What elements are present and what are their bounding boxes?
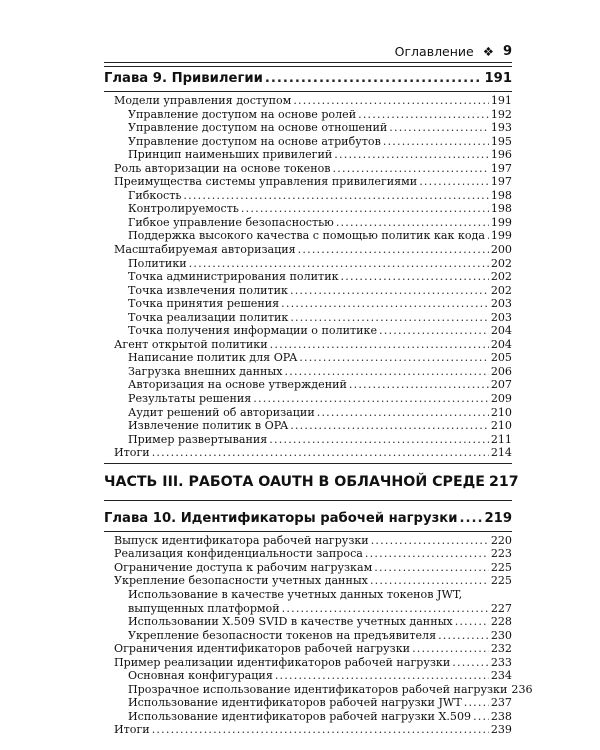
entry-page: 204 xyxy=(490,324,512,338)
entry-title: Основная конфигурация xyxy=(128,669,273,683)
entry-page: 210 xyxy=(490,405,512,419)
toc-entry[interactable] xyxy=(104,324,512,338)
entry-page: 191 xyxy=(490,94,512,107)
toc-entry[interactable] xyxy=(104,162,512,176)
toc-entry[interactable] xyxy=(104,338,512,352)
toc-entry[interactable] xyxy=(104,446,512,460)
entry-title: Прозрачное использование идентификаторов рабочей нагрузки xyxy=(128,682,508,696)
entry-page: 202 xyxy=(490,283,512,297)
entry-page: 210 xyxy=(490,419,512,433)
leader-dots xyxy=(275,669,489,683)
entry-title: Политики xyxy=(128,256,187,270)
toc-entry[interactable] xyxy=(104,629,512,643)
toc-entry[interactable] xyxy=(104,121,512,135)
chapter-page: 219 xyxy=(484,510,512,526)
leader-dots xyxy=(241,202,489,216)
leader-dots xyxy=(459,509,482,529)
toc-entry[interactable] xyxy=(104,574,512,588)
entry-title: Агент открытой политики xyxy=(114,337,268,351)
leader-dots xyxy=(334,148,489,162)
toc-entry[interactable] xyxy=(104,710,512,724)
entry-title: Аудит решений об авторизации xyxy=(128,405,315,419)
entry-page: 233 xyxy=(490,655,512,669)
entry-title: Написание политик для OPA xyxy=(128,351,298,365)
entry-page: 220 xyxy=(490,533,512,547)
entry-page: 230 xyxy=(490,628,512,642)
toc-entry[interactable] xyxy=(104,392,512,406)
part-3-heading[interactable] xyxy=(104,470,519,494)
entry-title: Масштабируемая авторизация xyxy=(114,243,296,257)
toc-entry-jwt-line2[interactable] xyxy=(104,602,512,616)
running-header xyxy=(104,40,512,62)
leader-dots xyxy=(464,696,489,710)
toc-entry[interactable] xyxy=(104,365,512,379)
entry-page: 207 xyxy=(490,378,512,392)
leader-dots xyxy=(374,561,489,575)
chapter-10-heading[interactable] xyxy=(104,509,512,529)
entry-page: 197 xyxy=(490,175,512,189)
entry-title: Итоги xyxy=(114,446,150,460)
entry-title: Поддержка высокого качества с помощью политик как кода xyxy=(128,229,485,243)
entry-title: Преимущества системы управления привилегиями xyxy=(114,175,418,189)
leader-dots xyxy=(299,351,489,365)
leader-dots xyxy=(270,338,489,352)
header-section-title: Оглавление xyxy=(394,43,474,59)
toc-entry[interactable] xyxy=(104,419,512,433)
entry-page: 223 xyxy=(490,547,512,561)
toc-entry[interactable] xyxy=(104,642,512,656)
chapter-title: Глава 9. Привилегии xyxy=(104,71,263,86)
entry-page: 232 xyxy=(490,642,512,656)
entry-title: Контролируемость xyxy=(128,202,239,216)
entry-title: Точка реализации политик xyxy=(128,310,289,324)
entry-title: Использование в качестве учетных данных токенов JWT, xyxy=(128,587,463,601)
entry-page: 204 xyxy=(490,337,512,351)
toc-entry[interactable] xyxy=(104,723,512,737)
toc-entry[interactable] xyxy=(104,243,512,257)
leader-dots xyxy=(438,629,489,643)
entry-page: 192 xyxy=(490,107,512,121)
leader-dots xyxy=(290,311,489,325)
toc-entry[interactable] xyxy=(104,311,512,325)
entry-title: Пример реализации идентификаторов рабочей нагрузки xyxy=(114,655,451,669)
leader-dots xyxy=(285,365,489,379)
leader-dots xyxy=(336,216,489,230)
leader-dots xyxy=(269,433,489,447)
toc-entry[interactable] xyxy=(104,297,512,311)
entry-title: Точка принятия решения xyxy=(128,297,280,311)
entry-page: 195 xyxy=(490,134,512,148)
leader-dots xyxy=(370,574,489,588)
entry-page: 203 xyxy=(490,297,512,311)
entry-page: 193 xyxy=(490,121,512,135)
entry-page: 214 xyxy=(490,446,512,460)
entry-page: 202 xyxy=(490,270,512,284)
divider xyxy=(104,500,512,501)
entry-title: Загрузка внешних данных xyxy=(128,364,283,378)
toc-entry[interactable] xyxy=(104,284,512,298)
entry-title: Управление доступом на основе ролей xyxy=(128,107,357,121)
entry-page: 200 xyxy=(490,243,512,257)
entry-page: 199 xyxy=(490,215,512,229)
entry-title: Использовании X.509 SVID в качестве учетных данных xyxy=(128,615,453,629)
divider xyxy=(104,91,512,92)
leader-dots xyxy=(253,392,489,406)
toc-entry[interactable] xyxy=(104,656,512,670)
toc-entry-jwt-line1[interactable] xyxy=(104,588,512,602)
entry-title: Извлечение политик в OPA xyxy=(128,419,289,433)
leader-dots xyxy=(341,270,489,284)
entry-page: 198 xyxy=(490,202,512,216)
entry-title: Управление доступом на основе атрибутов xyxy=(128,134,381,148)
entry-title: Точка получения информации о политике xyxy=(128,324,378,338)
entry-title: Итоги xyxy=(114,723,150,737)
chapter-10-entries-b xyxy=(104,615,533,737)
leader-dots xyxy=(152,723,489,737)
header-page-number: 9 xyxy=(502,43,512,59)
entry-page: 199 xyxy=(490,229,512,243)
leader-dots xyxy=(383,135,489,149)
leader-dots xyxy=(293,94,489,108)
entry-title: Модели управления доступом xyxy=(114,94,292,107)
entry-title: Точка извлечения политик xyxy=(128,283,288,297)
divider xyxy=(104,531,512,532)
toc-entry[interactable] xyxy=(104,257,512,271)
toc-entry[interactable] xyxy=(104,189,512,203)
toc-entry[interactable] xyxy=(104,351,512,365)
toc-entry[interactable] xyxy=(104,216,512,230)
entry-title: выпущенных платформой xyxy=(128,601,280,615)
header-diamond-icon: ❖ xyxy=(482,43,494,59)
leader-dots xyxy=(281,297,489,311)
leader-dots xyxy=(290,284,489,298)
header-rule xyxy=(104,62,512,63)
table-of-contents xyxy=(104,66,533,737)
leader-dots xyxy=(298,243,489,257)
leader-dots xyxy=(389,121,489,135)
leader-dots xyxy=(317,406,489,420)
entry-title: Точка администрирования политик xyxy=(128,270,339,284)
entry-page: 209 xyxy=(490,392,512,406)
entry-page: 227 xyxy=(490,601,512,615)
leader-dots xyxy=(333,162,489,176)
entry-title: Результаты решения xyxy=(128,392,252,406)
entry-page: 228 xyxy=(490,615,512,629)
leader-dots xyxy=(265,69,483,89)
entry-title: Выпуск идентификатора рабочей нагрузки xyxy=(114,533,369,547)
divider xyxy=(104,66,512,67)
entry-page: 234 xyxy=(490,669,512,683)
leader-dots xyxy=(152,446,489,460)
entry-page: 237 xyxy=(490,696,512,710)
leader-dots xyxy=(371,534,489,548)
entry-title: Гибкое управление безопасностью xyxy=(128,215,334,229)
entry-title: Укрепление безопасности токенов на предъявителя xyxy=(128,628,437,642)
entry-page: 206 xyxy=(490,364,512,378)
leader-dots xyxy=(365,547,489,561)
toc-entry[interactable] xyxy=(104,378,512,392)
toc-entry[interactable] xyxy=(104,148,512,162)
leader-dots xyxy=(358,108,489,122)
part-title: ЧАСТЬ III. РАБОТА OAUTH В ОБЛАЧНОЙ СРЕДЕ xyxy=(104,473,485,490)
toc-entry[interactable] xyxy=(104,108,512,122)
toc-entry[interactable] xyxy=(104,547,512,561)
chapter-10-entries-a xyxy=(104,534,512,588)
entry-page: 236 xyxy=(511,682,533,696)
entry-title: Управление доступом на основе отношений xyxy=(128,121,388,135)
entry-title: Ограничения идентификаторов рабочей нагрузки xyxy=(114,642,411,656)
entry-page: 239 xyxy=(490,723,512,737)
toc-entry[interactable] xyxy=(104,696,512,710)
entry-page: 225 xyxy=(490,574,512,588)
entry-page: 196 xyxy=(490,148,512,162)
toc-entry[interactable] xyxy=(104,94,512,108)
toc-entry[interactable] xyxy=(104,135,512,149)
entry-page: 211 xyxy=(490,432,512,446)
entry-page: 205 xyxy=(490,351,512,365)
entry-page: 203 xyxy=(490,310,512,324)
chapter-page: 191 xyxy=(484,71,512,86)
toc-entry[interactable] xyxy=(104,175,512,189)
toc-entry[interactable] xyxy=(104,561,512,575)
toc-entry[interactable] xyxy=(104,202,512,216)
entry-page: 197 xyxy=(490,161,512,175)
leader-dots xyxy=(419,175,489,189)
entry-page: 202 xyxy=(490,256,512,270)
entry-title: Укрепление безопасности учетных данных xyxy=(114,574,368,588)
toc-entry[interactable] xyxy=(104,669,512,683)
chapter-title: Глава 10. Идентификаторы рабочей нагрузки xyxy=(104,510,458,526)
toc-entry[interactable] xyxy=(104,229,512,243)
entry-title: Использование идентификаторов рабочей нагрузки JWT xyxy=(128,696,462,710)
leader-dots xyxy=(487,229,489,243)
chapter-9-entries xyxy=(104,94,512,460)
entry-title: Гибкость xyxy=(128,188,182,202)
toc-entry[interactable] xyxy=(104,534,512,548)
entry-page: 238 xyxy=(490,709,512,723)
toc-entry[interactable] xyxy=(104,433,512,447)
entry-page: 225 xyxy=(490,560,512,574)
entry-title: Принцип наименьших привилегий xyxy=(128,148,333,162)
leader-dots xyxy=(412,642,489,656)
divider xyxy=(104,463,512,464)
entry-title: Пример развертывания xyxy=(128,432,268,446)
entry-page: 198 xyxy=(490,188,512,202)
entry-title: Использование идентификаторов рабочей нагрузки X.509 xyxy=(128,709,472,723)
leader-dots xyxy=(455,615,489,629)
chapter-9-heading[interactable] xyxy=(104,69,512,89)
entry-title: Ограничение доступа к рабочим нагрузкам xyxy=(114,560,373,574)
leader-dots xyxy=(189,257,489,271)
toc-entry[interactable] xyxy=(104,682,533,697)
leader-dots xyxy=(290,419,489,433)
part-page: 217 xyxy=(488,473,519,490)
entry-title: Роль авторизации на основе токенов xyxy=(114,161,331,175)
leader-dots xyxy=(349,378,489,392)
entry-title: Авторизация на основе утверждений xyxy=(128,378,347,392)
toc-entry[interactable] xyxy=(104,270,512,284)
leader-dots xyxy=(473,710,489,724)
leader-dots xyxy=(379,324,489,338)
entry-title: Реализация конфиденциальности запроса xyxy=(114,547,363,561)
toc-entry[interactable] xyxy=(104,406,512,420)
leader-dots xyxy=(183,189,488,203)
toc-entry[interactable] xyxy=(104,615,512,629)
leader-dots xyxy=(282,602,489,616)
leader-dots xyxy=(452,656,489,670)
